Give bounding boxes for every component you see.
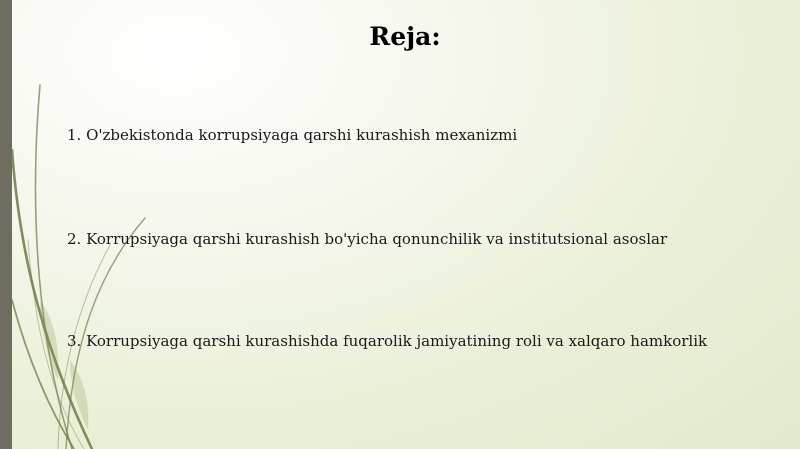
plan-item-3: 3. Korrupsiyaga qarshi kurashishda fuqarolik jamiyatining roli va xalqaro hamkorlik xyxy=(67,332,708,350)
decorative-leaf-lines xyxy=(0,0,200,449)
plan-item-1: 1. O'zbekistonda korrupsiyaga qarshi kurashish mexanizmi xyxy=(67,126,518,144)
plan-item-2: 2. Korrupsiyaga qarshi kurashish bo'yicha qonunchilik va institutsional asoslar xyxy=(67,230,668,248)
slide-title: Reja: xyxy=(369,22,441,51)
